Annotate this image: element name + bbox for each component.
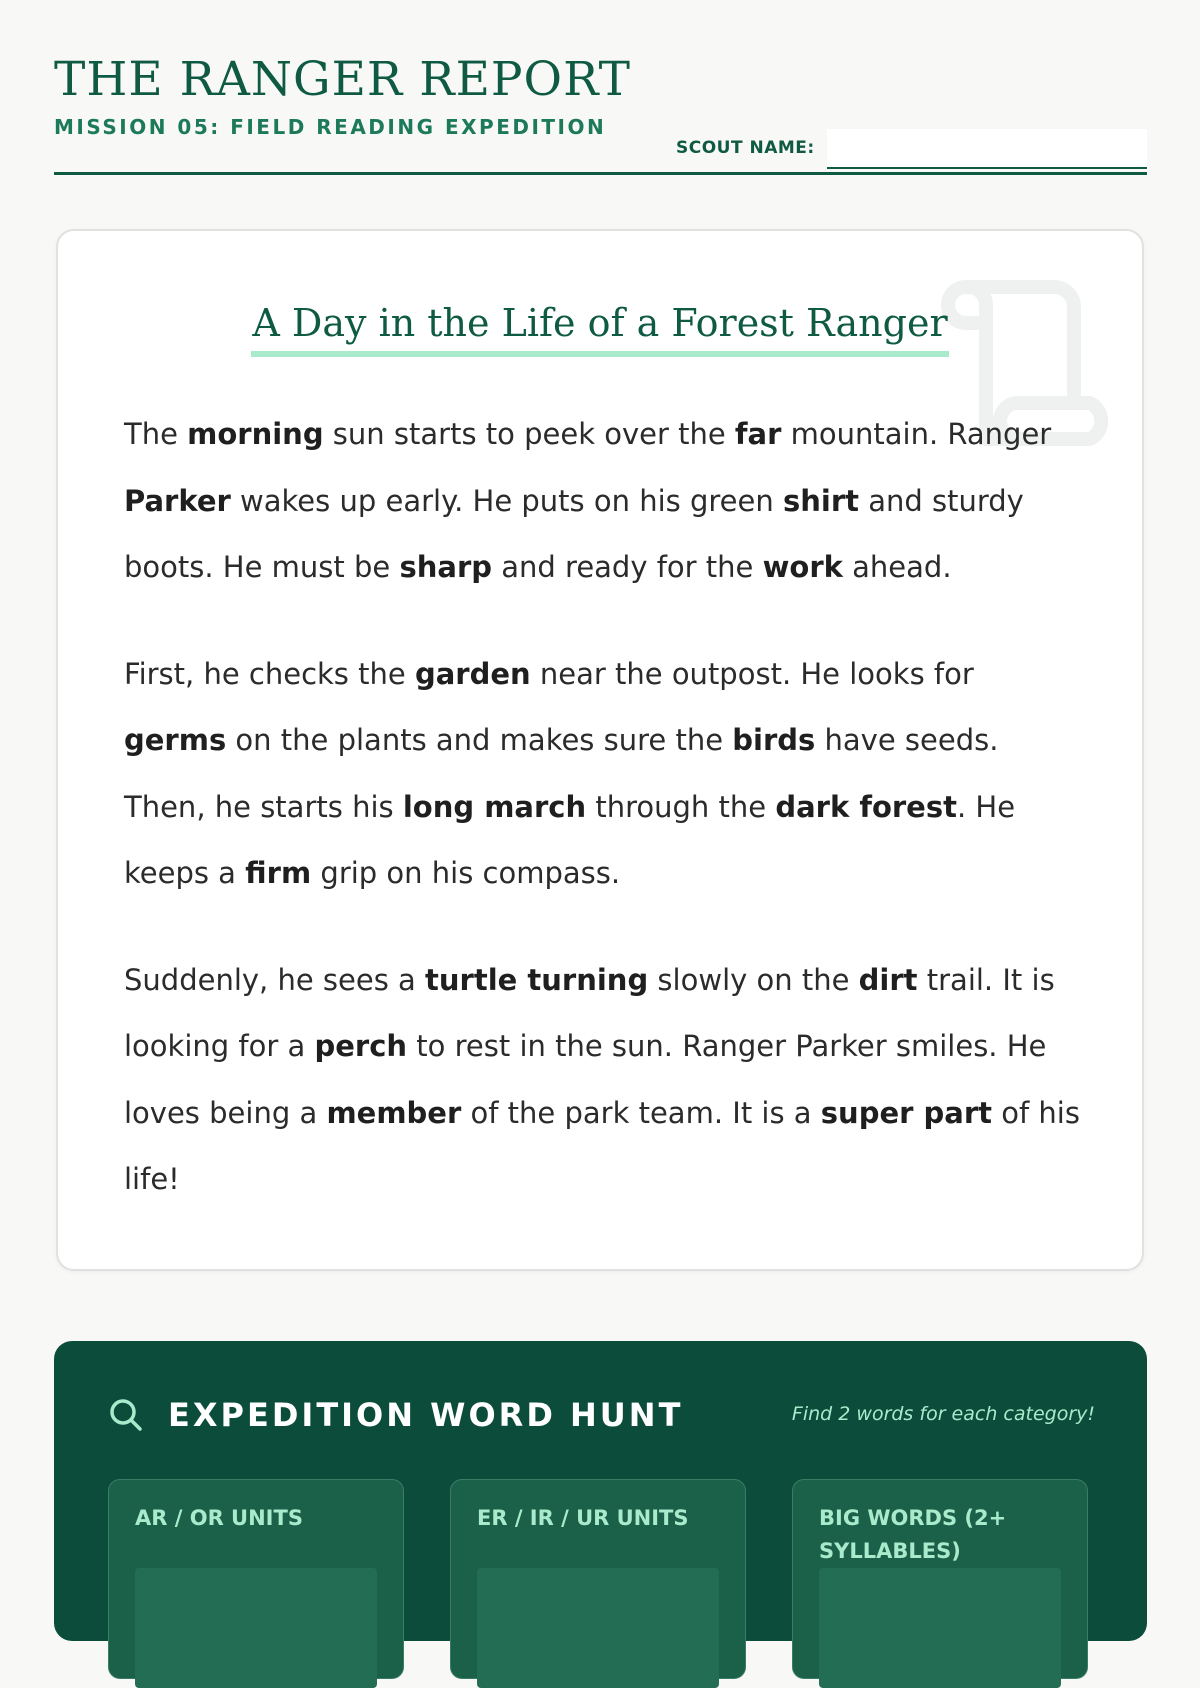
highlight-word: shirt bbox=[782, 483, 859, 518]
category-label: BIG WORDS (2+ SYLLABLES) bbox=[819, 1506, 1007, 1563]
story-text: and ready for the bbox=[492, 550, 763, 584]
worksheet-header bbox=[54, 52, 1147, 175]
story-text: First, he checks the bbox=[124, 656, 415, 691]
highlight-word: turtle turning bbox=[425, 962, 649, 997]
story-text: slowly on the bbox=[648, 962, 859, 997]
highlight-word: morning bbox=[187, 417, 324, 451]
category-label: AR / OR UNITS bbox=[135, 1506, 303, 1530]
story-text: and sturdy boots. He must be bbox=[124, 483, 1024, 584]
story-text: of his life! bbox=[124, 1095, 1080, 1196]
category-card-ar-or bbox=[108, 1479, 404, 1679]
highlight-word: member bbox=[326, 1095, 462, 1130]
story-title: A Day in the Life of a Forest Ranger bbox=[251, 295, 948, 357]
scout-name-label: SCOUT NAME: bbox=[676, 138, 815, 158]
highlight-word: dirt bbox=[858, 962, 918, 997]
story-paragraph bbox=[124, 641, 1084, 907]
story-text: through the bbox=[586, 789, 776, 824]
search-icon bbox=[108, 1397, 144, 1433]
highlight-word: perch bbox=[314, 1029, 408, 1063]
highlight-word: Parker bbox=[124, 483, 231, 518]
story-text: near the outpost. He looks for bbox=[530, 656, 974, 691]
highlight-word: sharp bbox=[399, 550, 493, 584]
story-text: Suddenly, he sees a bbox=[124, 962, 426, 997]
category-answer-box[interactable] bbox=[819, 1568, 1061, 1688]
highlight-word: long march bbox=[402, 789, 587, 824]
highlight-word: germs bbox=[124, 723, 227, 757]
story-text: grip on his compass. bbox=[311, 856, 621, 890]
word-hunt-panel bbox=[54, 1341, 1147, 1641]
story-card bbox=[56, 229, 1144, 1271]
highlight-word: work bbox=[762, 550, 843, 584]
story-text: . He keeps a bbox=[124, 789, 1016, 890]
highlight-word: dark forest bbox=[775, 789, 957, 824]
page-title: THE RANGER REPORT bbox=[54, 52, 631, 107]
story-text: sun starts to peek over the bbox=[323, 417, 735, 451]
story-text: mountain. Ranger bbox=[781, 417, 1052, 451]
scout-name-input[interactable] bbox=[827, 129, 1147, 169]
story-body bbox=[124, 401, 1084, 1253]
highlight-word: garden bbox=[414, 656, 531, 691]
story-text: trail. It is looking for a bbox=[124, 962, 1055, 1063]
category-card-big-words bbox=[792, 1479, 1088, 1679]
category-answer-box[interactable] bbox=[477, 1568, 719, 1688]
story-text: have seeds. Then, he starts his bbox=[124, 723, 999, 824]
category-card-er-ir-ur bbox=[450, 1479, 746, 1679]
story-paragraph bbox=[124, 401, 1084, 601]
story-text: to rest in the sun. Ranger Parker smiles. He loves being a bbox=[124, 1029, 1047, 1130]
highlight-word: firm bbox=[245, 856, 312, 890]
word-hunt-hint: Find 2 words for each category! bbox=[791, 1403, 1095, 1425]
highlight-word: super part bbox=[820, 1095, 993, 1130]
story-text: ahead. bbox=[842, 550, 952, 584]
word-hunt-title: EXPEDITION WORD HUNT bbox=[168, 1396, 684, 1434]
mission-subtitle: MISSION 05: FIELD READING EXPEDITION bbox=[54, 115, 607, 139]
category-label: ER / IR / UR UNITS bbox=[477, 1506, 689, 1530]
story-title-wrap bbox=[58, 295, 1142, 357]
story-text: wakes up early. He puts on his green bbox=[230, 483, 783, 518]
story-text: on the plants and makes sure the bbox=[226, 723, 733, 757]
story-paragraph bbox=[124, 947, 1084, 1213]
story-text: The bbox=[124, 417, 188, 451]
highlight-word: far bbox=[734, 417, 782, 451]
highlight-word: birds bbox=[732, 723, 816, 757]
story-text: of the park team. It is a bbox=[461, 1095, 821, 1130]
category-answer-box[interactable] bbox=[135, 1568, 377, 1688]
